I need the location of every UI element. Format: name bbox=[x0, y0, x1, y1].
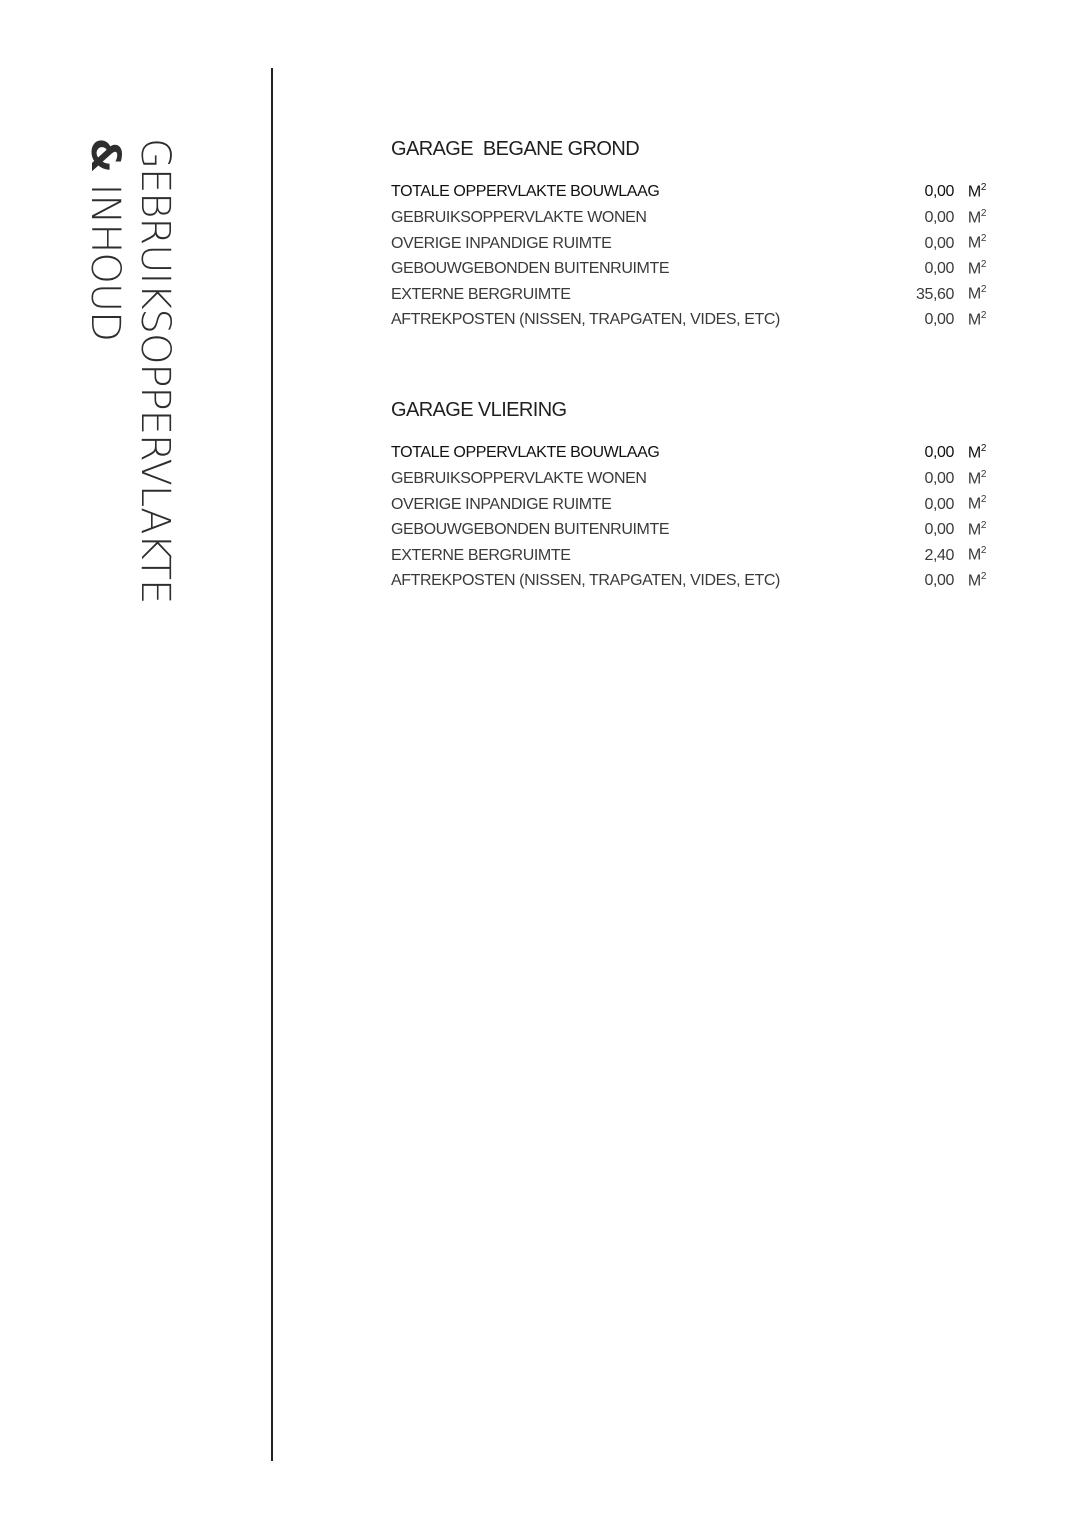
page-title-line-2-text: INHOUD bbox=[82, 171, 128, 341]
section-garage-begane-grond bbox=[391, 136, 986, 336]
row-value: 0,00 bbox=[924, 183, 954, 201]
table-row bbox=[391, 284, 986, 310]
table-row bbox=[391, 469, 986, 495]
table-row-total bbox=[391, 443, 986, 469]
row-value: 0,00 bbox=[924, 572, 954, 590]
table-row bbox=[391, 310, 986, 336]
table-row-total bbox=[391, 182, 986, 208]
row-unit: $M^2$ bbox=[967, 570, 986, 590]
row-label: EXTERNE BERGRUIMTE bbox=[391, 546, 571, 564]
row-unit: $M^2$ bbox=[967, 258, 986, 278]
row-label: AFTREKPOSTEN (NISSEN, TRAPGATEN, VIDES, ETC) bbox=[391, 311, 780, 329]
row-value: 0,00 bbox=[924, 495, 954, 513]
row-unit: $M^2$ bbox=[967, 443, 986, 462]
row-value: 0,00 bbox=[924, 260, 954, 278]
table-row bbox=[391, 259, 986, 285]
row-unit: $M^2$ bbox=[967, 468, 986, 487]
page-title-vertical bbox=[80, 138, 180, 603]
row-unit: $M^2$ bbox=[967, 284, 986, 303]
row-label: OVERIGE INPANDIGE RUIMTE bbox=[391, 234, 612, 252]
table-row bbox=[391, 545, 986, 571]
row-label: GEBRUIKSOPPERVLAKTE WONEN bbox=[391, 469, 647, 487]
row-unit: $M^2$ bbox=[967, 309, 986, 329]
row-unit: $M^2$ bbox=[967, 519, 986, 539]
table-row bbox=[391, 520, 986, 546]
row-unit: $M^2$ bbox=[967, 545, 986, 564]
row-label: GEBOUWGEBONDEN BUITENRUIMTE bbox=[391, 260, 670, 278]
section-title: GARAGE BEGANE GROND bbox=[391, 138, 640, 160]
page-title-line-2 bbox=[80, 138, 130, 603]
row-value: 0,00 bbox=[924, 521, 954, 539]
row-unit: $M^2$ bbox=[967, 182, 986, 201]
ampersand-glyph: & bbox=[82, 138, 128, 172]
table-row bbox=[391, 208, 986, 234]
row-label: AFTREKPOSTEN (NISSEN, TRAPGATEN, VIDES, ETC) bbox=[391, 572, 780, 590]
table-row bbox=[391, 494, 986, 520]
row-label: TOTALE OPPERVLAKTE BOUWLAAG bbox=[391, 444, 660, 462]
row-unit: $M^2$ bbox=[967, 207, 986, 226]
table-row bbox=[391, 233, 986, 259]
table-row bbox=[391, 571, 986, 597]
vertical-divider bbox=[271, 68, 273, 1461]
section-title: GARAGE VLIERING bbox=[391, 399, 567, 421]
row-label: GEBOUWGEBONDEN BUITENRUIMTE bbox=[391, 521, 670, 539]
row-value: 0,00 bbox=[924, 444, 954, 462]
row-value: 0,00 bbox=[924, 208, 954, 226]
row-value: 35,60 bbox=[915, 285, 954, 303]
row-value: 0,00 bbox=[924, 311, 954, 329]
row-label: EXTERNE BERGRUIMTE bbox=[391, 285, 571, 303]
row-unit: $M^2$ bbox=[967, 233, 986, 252]
row-label: TOTALE OPPERVLAKTE BOUWLAAG bbox=[391, 183, 660, 201]
page-title-line-1: GEBRUIKSOPPERVLAKTE bbox=[132, 138, 178, 604]
row-value: 2,40 bbox=[924, 546, 954, 564]
row-label: GEBRUIKSOPPERVLAKTE WONEN bbox=[391, 208, 647, 226]
row-value: 0,00 bbox=[924, 234, 954, 252]
row-value: 0,00 bbox=[924, 469, 954, 487]
section-garage-vliering bbox=[391, 397, 986, 597]
row-label: OVERIGE INPANDIGE RUIMTE bbox=[391, 495, 612, 513]
row-unit: $M^2$ bbox=[967, 494, 986, 513]
